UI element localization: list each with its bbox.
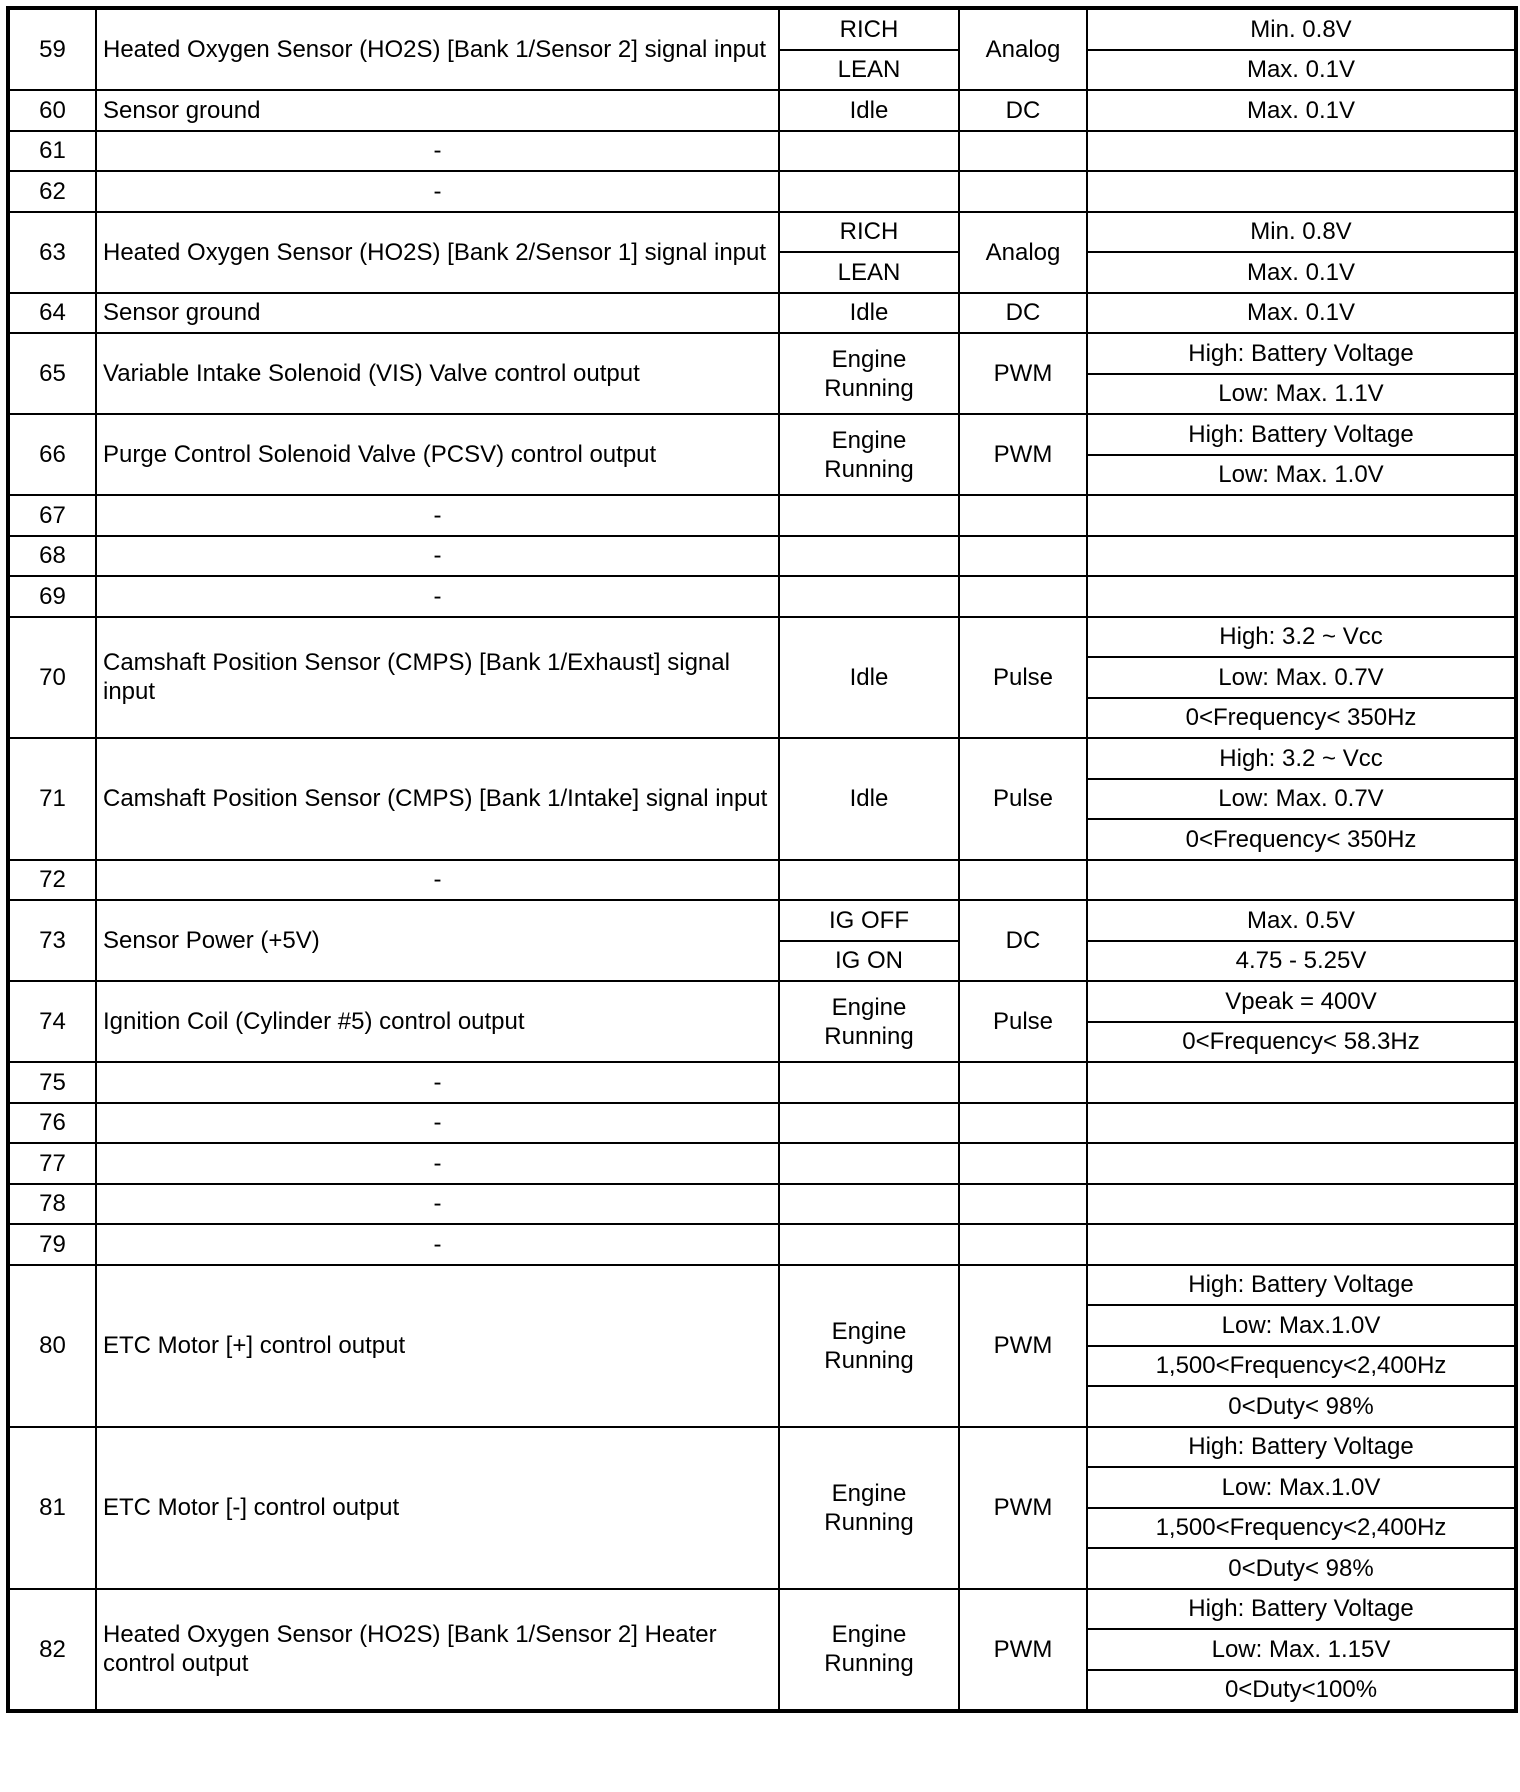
pin-number: 59	[8, 8, 96, 90]
pin-number: 77	[8, 1143, 96, 1184]
signal-type	[959, 1224, 1087, 1265]
condition-cell: Engine Running	[779, 333, 959, 414]
pin-number: 66	[8, 414, 96, 495]
pin-description: -	[96, 495, 779, 536]
level-cell: Low: Max. 1.1V	[1087, 374, 1516, 415]
pin-description: Camshaft Position Sensor (CMPS) [Bank 1/Intake] signal input	[96, 738, 779, 860]
signal-type: Analog	[959, 212, 1087, 293]
condition-cell	[779, 536, 959, 577]
level-cell	[1087, 171, 1516, 212]
signal-type	[959, 1143, 1087, 1184]
signal-type	[959, 1062, 1087, 1103]
level-cell: High: 3.2 ~ Vcc	[1087, 738, 1516, 779]
pin-number: 67	[8, 495, 96, 536]
condition-cell: IG OFF	[779, 900, 959, 941]
signal-type	[959, 536, 1087, 577]
signal-type	[959, 1184, 1087, 1225]
level-cell	[1087, 1184, 1516, 1225]
table-row	[8, 1265, 1516, 1306]
pin-number: 80	[8, 1265, 96, 1427]
level-cell: Max. 0.1V	[1087, 90, 1516, 131]
pin-description: -	[96, 1103, 779, 1144]
signal-type	[959, 860, 1087, 901]
pin-number: 79	[8, 1224, 96, 1265]
pin-description: -	[96, 576, 779, 617]
signal-type: Pulse	[959, 981, 1087, 1062]
pin-description: -	[96, 860, 779, 901]
table-row	[8, 414, 1516, 455]
signal-type	[959, 576, 1087, 617]
signal-type	[959, 171, 1087, 212]
table-row	[8, 293, 1516, 334]
pin-description: -	[96, 131, 779, 172]
pin-description: ETC Motor [+] control output	[96, 1265, 779, 1427]
table-row	[8, 333, 1516, 374]
level-cell	[1087, 860, 1516, 901]
signal-type: Analog	[959, 8, 1087, 90]
level-cell: Low: Max.1.0V	[1087, 1305, 1516, 1346]
pin-description: Sensor ground	[96, 293, 779, 334]
pin-description: -	[96, 1224, 779, 1265]
condition-cell	[779, 1103, 959, 1144]
level-cell: Low: Max. 1.0V	[1087, 455, 1516, 496]
pin-description: Heated Oxygen Sensor (HO2S) [Bank 1/Sensor 2] Heater control output	[96, 1589, 779, 1712]
signal-type: PWM	[959, 333, 1087, 414]
pin-number: 74	[8, 981, 96, 1062]
level-cell	[1087, 1103, 1516, 1144]
pin-description: Camshaft Position Sensor (CMPS) [Bank 1/Exhaust] signal input	[96, 617, 779, 739]
pin-signal-table	[6, 6, 1518, 1713]
table-row	[8, 981, 1516, 1022]
level-cell: 0<Frequency< 350Hz	[1087, 819, 1516, 860]
pin-description: -	[96, 171, 779, 212]
level-cell: Max. 0.5V	[1087, 900, 1516, 941]
level-cell: Low: Max. 1.15V	[1087, 1629, 1516, 1670]
level-cell: Low: Max.1.0V	[1087, 1467, 1516, 1508]
condition-cell: IG ON	[779, 941, 959, 982]
condition-cell: Idle	[779, 738, 959, 860]
table-row	[8, 1589, 1516, 1630]
level-cell: 0<Duty< 98%	[1087, 1548, 1516, 1589]
level-cell: 0<Frequency< 58.3Hz	[1087, 1022, 1516, 1063]
pin-number: 72	[8, 860, 96, 901]
table-row	[8, 1103, 1516, 1144]
table-row	[8, 171, 1516, 212]
pin-description: ETC Motor [-] control output	[96, 1427, 779, 1589]
condition-cell: LEAN	[779, 50, 959, 91]
level-cell: High: Battery Voltage	[1087, 333, 1516, 374]
pin-number: 71	[8, 738, 96, 860]
pin-description: -	[96, 536, 779, 577]
level-cell	[1087, 576, 1516, 617]
condition-cell: Engine Running	[779, 981, 959, 1062]
level-cell	[1087, 1062, 1516, 1103]
table-row	[8, 1184, 1516, 1225]
level-cell: 0<Frequency< 350Hz	[1087, 698, 1516, 739]
table-row	[8, 1062, 1516, 1103]
signal-type	[959, 1103, 1087, 1144]
level-cell: Min. 0.8V	[1087, 8, 1516, 50]
pin-number: 68	[8, 536, 96, 577]
condition-cell	[779, 1143, 959, 1184]
table-row	[8, 212, 1516, 253]
level-cell: Max. 0.1V	[1087, 50, 1516, 91]
condition-cell: RICH	[779, 212, 959, 253]
condition-cell: RICH	[779, 8, 959, 50]
pin-description: Ignition Coil (Cylinder #5) control output	[96, 981, 779, 1062]
condition-cell: LEAN	[779, 252, 959, 293]
level-cell: Max. 0.1V	[1087, 252, 1516, 293]
pin-number: 65	[8, 333, 96, 414]
condition-cell	[779, 131, 959, 172]
signal-type: DC	[959, 293, 1087, 334]
condition-cell	[779, 1062, 959, 1103]
condition-cell: Idle	[779, 90, 959, 131]
signal-type: Pulse	[959, 617, 1087, 739]
pin-number: 61	[8, 131, 96, 172]
condition-cell	[779, 1184, 959, 1225]
condition-cell	[779, 1224, 959, 1265]
signal-type: PWM	[959, 1589, 1087, 1712]
condition-cell	[779, 171, 959, 212]
pin-number: 60	[8, 90, 96, 131]
pin-number: 70	[8, 617, 96, 739]
level-cell: Min. 0.8V	[1087, 212, 1516, 253]
pin-number: 75	[8, 1062, 96, 1103]
pin-number: 64	[8, 293, 96, 334]
level-cell: 0<Duty< 98%	[1087, 1386, 1516, 1427]
pin-description: Variable Intake Solenoid (VIS) Valve control output	[96, 333, 779, 414]
pin-description: Heated Oxygen Sensor (HO2S) [Bank 2/Sensor 1] signal input	[96, 212, 779, 293]
condition-cell: Engine Running	[779, 1427, 959, 1589]
pin-number: 63	[8, 212, 96, 293]
pin-number: 78	[8, 1184, 96, 1225]
table-row	[8, 131, 1516, 172]
level-cell: 0<Duty<100%	[1087, 1670, 1516, 1712]
signal-type: PWM	[959, 1265, 1087, 1427]
condition-cell: Idle	[779, 617, 959, 739]
level-cell	[1087, 495, 1516, 536]
pin-number: 82	[8, 1589, 96, 1712]
condition-cell	[779, 495, 959, 536]
pin-number: 69	[8, 576, 96, 617]
table-row	[8, 900, 1516, 941]
table-row	[8, 738, 1516, 779]
level-cell: High: Battery Voltage	[1087, 414, 1516, 455]
table-row	[8, 860, 1516, 901]
pin-description: -	[96, 1062, 779, 1103]
pin-number: 62	[8, 171, 96, 212]
condition-cell: Engine Running	[779, 1589, 959, 1712]
pin-description: Sensor ground	[96, 90, 779, 131]
signal-type	[959, 131, 1087, 172]
level-cell: High: Battery Voltage	[1087, 1427, 1516, 1468]
table-row	[8, 1224, 1516, 1265]
condition-cell	[779, 860, 959, 901]
table-row	[8, 1143, 1516, 1184]
level-cell: 1,500<Frequency<2,400Hz	[1087, 1346, 1516, 1387]
signal-type: PWM	[959, 1427, 1087, 1589]
pin-description: -	[96, 1184, 779, 1225]
table-row	[8, 576, 1516, 617]
condition-cell	[779, 576, 959, 617]
signal-type: Pulse	[959, 738, 1087, 860]
level-cell: High: Battery Voltage	[1087, 1265, 1516, 1306]
signal-type	[959, 495, 1087, 536]
signal-type: DC	[959, 90, 1087, 131]
level-cell: High: Battery Voltage	[1087, 1589, 1516, 1630]
pin-number: 76	[8, 1103, 96, 1144]
level-cell	[1087, 536, 1516, 577]
level-cell: Max. 0.1V	[1087, 293, 1516, 334]
level-cell: 1,500<Frequency<2,400Hz	[1087, 1508, 1516, 1549]
level-cell: Low: Max. 0.7V	[1087, 657, 1516, 698]
condition-cell: Engine Running	[779, 414, 959, 495]
signal-type: DC	[959, 900, 1087, 981]
pin-description: Sensor Power (+5V)	[96, 900, 779, 981]
table-row	[8, 617, 1516, 658]
pin-number: 73	[8, 900, 96, 981]
pin-number: 81	[8, 1427, 96, 1589]
table-row	[8, 495, 1516, 536]
table-row	[8, 1427, 1516, 1468]
condition-cell: Idle	[779, 293, 959, 334]
table-row	[8, 536, 1516, 577]
pin-description: Purge Control Solenoid Valve (PCSV) control output	[96, 414, 779, 495]
pin-description: Heated Oxygen Sensor (HO2S) [Bank 1/Sensor 2] signal input	[96, 8, 779, 90]
level-cell	[1087, 1143, 1516, 1184]
level-cell	[1087, 1224, 1516, 1265]
level-cell	[1087, 131, 1516, 172]
table-row	[8, 8, 1516, 50]
signal-type: PWM	[959, 414, 1087, 495]
table-body	[8, 8, 1516, 1711]
pin-description: -	[96, 1143, 779, 1184]
condition-cell: Engine Running	[779, 1265, 959, 1427]
level-cell: 4.75 - 5.25V	[1087, 941, 1516, 982]
level-cell: Vpeak = 400V	[1087, 981, 1516, 1022]
table-row	[8, 90, 1516, 131]
level-cell: Low: Max. 0.7V	[1087, 779, 1516, 820]
level-cell: High: 3.2 ~ Vcc	[1087, 617, 1516, 658]
